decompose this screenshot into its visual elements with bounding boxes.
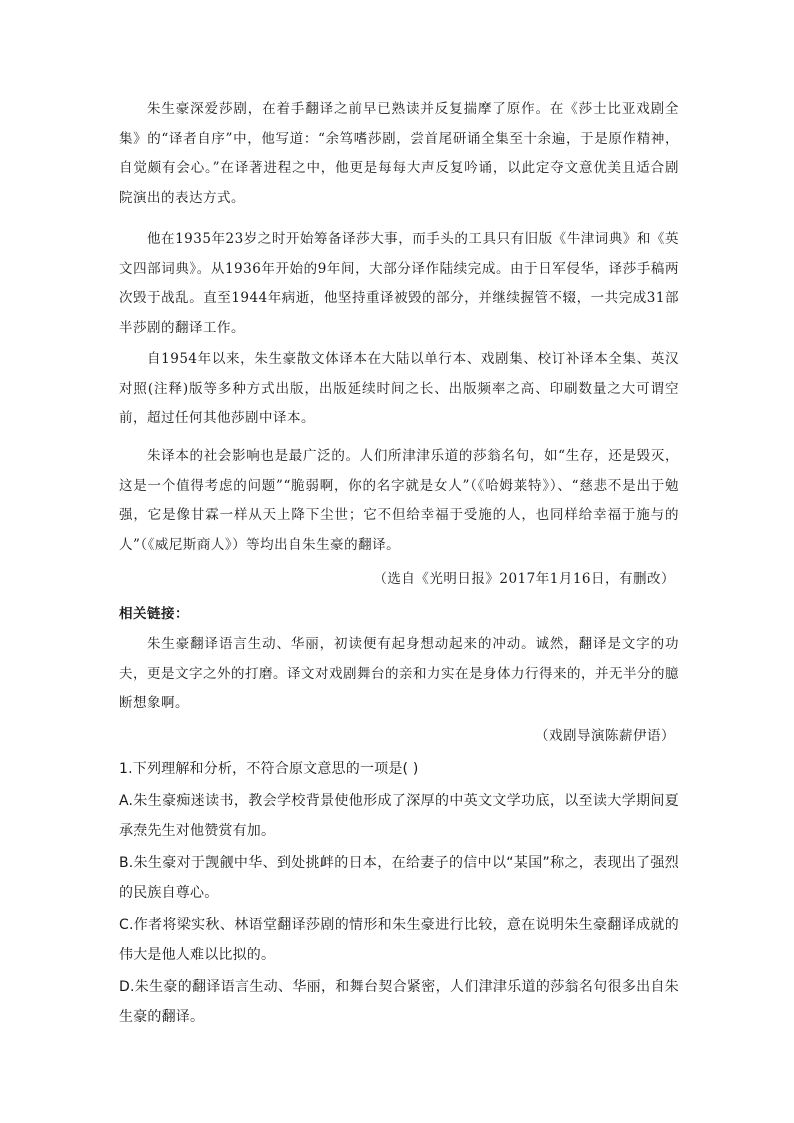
article-paragraph-2: 他在1935年23岁之时开始筹备译莎大事，而手头的工具只有旧版《牛津词典》和《英文四部词典》。从1936年开始的9年间，大部分译作陆续完成。由于日军侵华，译莎手稿两次毁于战乱。直至1944年病逝，他坚持重译被毁的部分，并继续握管不辍，一共完成31部半莎剧的翻译工作。 bbox=[119, 231, 679, 336]
related-link-attribution: （戏剧导演陈薪伊语） bbox=[535, 728, 675, 744]
related-link-heading: 相关链接： bbox=[119, 606, 189, 622]
option-a: A.朱生豪痴迷读书，教会学校背景使他形成了深厚的中英文文学功底，以至读大学期间夏承焘先生对他赞赏有加。 bbox=[119, 793, 679, 839]
option-b: B.朱生豪对于觊觎中华、到处挑衅的日本，在给妻子的信中以“某国”称之，表现出了强烈的民族自尊心。 bbox=[119, 855, 679, 901]
option-d: D.朱生豪的翻译语言生动、华丽，和舞台契合紧密，人们津津乐道的莎翁名句很多出自朱生豪的翻译。 bbox=[119, 979, 679, 1025]
article-paragraph-3: 自1954年以来，朱生豪散文体译本在大陆以单行本、戏剧集、校订补译本全集、英汉对照(注释)版等多种方式出版，出版延续时间之长、出版频率之高、印刷数量之大可谓空前，超过任何其他莎剧中译本。 bbox=[119, 351, 679, 426]
article-source: （选自《光明日报》2017年1月16日，有删改） bbox=[373, 571, 675, 587]
question-stem: 1.下列理解和分析，不符合原文意思的一项是( ) bbox=[119, 761, 419, 777]
article-paragraph-1: 朱生豪深爱莎剧，在着手翻译之前早已熟读并反复揣摩了原作。在《莎士比亚戏剧全集》的“译者自序”中，他写道：“余笃嗜莎剧，尝首尾研诵全集至十余遍，于是原作精神，自觉颇有会心。”在译著进程之中，他更是每每大声反复吟诵，以此定夺文意优美且适合剧院演出的表达方式。 bbox=[119, 101, 679, 206]
option-c: C.作者将梁实秋、林语堂翻译莎剧的情形和朱生豪进行比较，意在说明朱生豪翻译成就的伟大是他人难以比拟的。 bbox=[119, 917, 679, 963]
article-paragraph-4: 朱译本的社会影响也是最广泛的。人们所津津乐道的莎翁名句，如“生存，还是毁灭，这是一个值得考虑的问题”“脆弱啊，你的名字就是女人”（《哈姆莱特》）、“慈悲不是出于勉强，它是像甘霖一样从天上降下尘世；它不但给幸福于受施的人，也同样给幸福于施与的人”（《威尼斯商人》）等均出自朱生豪的翻译。 bbox=[119, 448, 679, 553]
related-link-paragraph: 朱生豪翻译语言生动、华丽，初读便有起身想动起来的冲动。诚然，翻译是文字的功夫，更是文字之外的打磨。译文对戏剧舞台的亲和力实在是身体力行得来的，并无半分的臆断想象啊。 bbox=[119, 636, 679, 711]
